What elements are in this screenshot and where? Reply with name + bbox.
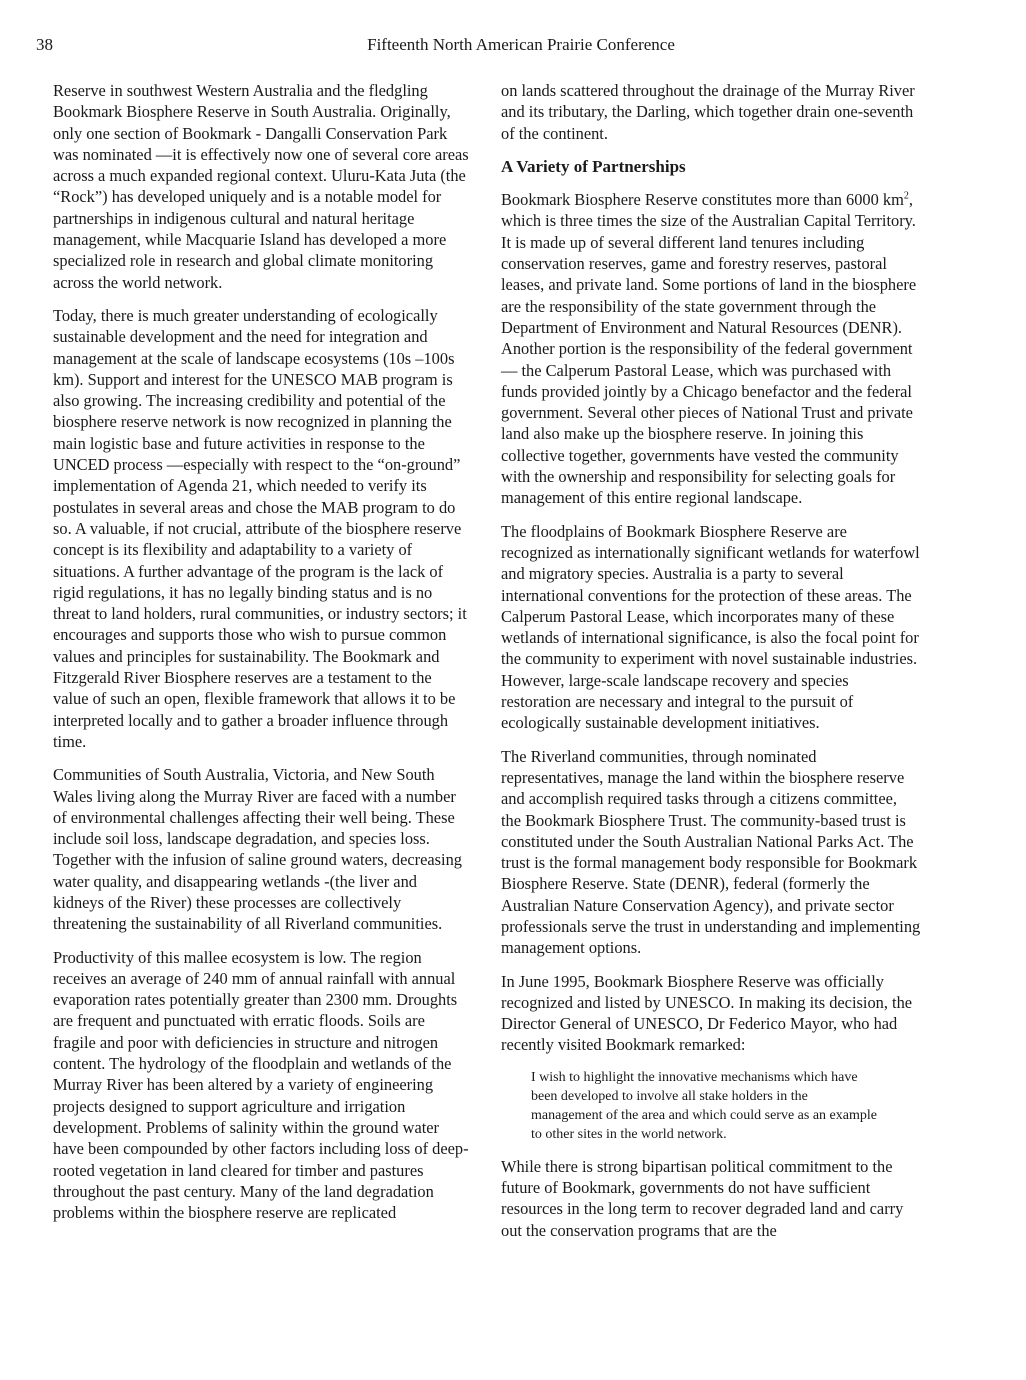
paragraph: While there is strong bipartisan political commitment to the future of Bookmark, governments do not have sufficient resources in the long term to recover degraded land and carry out the conservation programs that are the [501, 1156, 904, 1240]
paragraph: The Riverland communities, through nominated representatives, manage the land within the biosphere reserve and accomplish required tasks through a citizens committee, the Bookmark Biosphere Trust. The community-based trust is constituted under the South Australian National Parks Act. The trust is the formal management body responsible for Bookmark Biosphere Reserve. State (DENR), federal (formerly the Australian Nature Conservation Agency), and private sector professionals serve the trust in understanding and implementing management options. [501, 746, 921, 958]
paragraph [501, 189, 921, 508]
paragraph: Reserve in southwest Western Australia and the fledgling Bookmark Biosphere Reserve in South Australia. Originally, only one section of Bookmark - Dangalli Conservation Park was nominated —it is effectively now one of several core areas across a much expanded regional context. Uluru-Kata Juta (the “Rock”) has developed uniquely and is a notable model for partnerships in indigenous cultural and natural heritage management, while Macquarie Island has developed a more specialized role in research and global climate monitoring across the world network. [53, 81, 469, 292]
paragraph-text: Bookmark Biosphere Reserve constitutes more than 6000 km [501, 190, 904, 210]
paragraph: on lands scattered throughout the drainage of the Murray River and its tributary, the Darling, which together drain one-seventh of the continent. [501, 81, 915, 143]
paragraph-text: , which is three times the size of the Australian Capital Territory. It is made up of several different land tenures including conservation reserves, game and forestry reserves, pastoral leases, and private land. Some portions of land in the biosphere are the responsibility of the state government through the Department of Environment and Natural Resources (DENR). Another portion is the responsibility of the federal government — the Calperum Pastoral Lease, which was purchased with funds provided jointly by a Chicago benefactor and the federal government. Several other pieces of National Trust and private land also make up the biosphere reserve. In joining this collective together, governments have vested the community with the ownership and responsibility for selecting goals for management of this entire regional landscape. [501, 190, 917, 508]
paragraph: Today, there is much greater understanding of ecologically sustainable development and the need for integration and management at the scale of landscape ecosystems (10s –100s km). Support and interest for the UNESCO MAB program is also growing. The increasing credibility and potential of the biosphere reserve network is now recognized in planning the main logistic base and future activities in response to the UNCED process —especially with respect to the “on-ground” implementation of Agenda 21, which needed to verify its postulates in several areas and chose the MAB program to do so. A valuable, if not crucial, attribute of the biosphere reserve concept is its flexibility and adaptability to a variety of situations. A further advantage of the program is the lack of rigid regulations, it has no legally binding status and is no threat to land holders, rural communities, or industry sectors; it encourages and supports those who wish to pursue common values and principles for sustainability. The Bookmark and Fitzgerald River Biosphere reserves are a testament to the value of such an open, flexible framework that allows it to be interpreted locally and to gather a broader influence through time. [53, 305, 467, 751]
paragraph: Productivity of this mallee ecosystem is low. The region receives an average of 240 mm of annual rainfall with annual evaporation rates potentially greater than 2300 mm. Droughts are frequent and punctuated with erratic floods. Soils are fragile and poor with deficiencies in structure and nitrogen content. The hydrology of the floodplain and wetlands of the Murray River has been altered by a variety of engineering projects designed to support agriculture and irrigation development. Problems of salinity within the ground water have been compounded by other factors including loss of deep-rooted vegetation in land cleared for timber and pastures throughout the past century. Many of the land degradation problems within the biosphere reserve are replicated [53, 947, 469, 1223]
block-quote: I wish to highlight the innovative mechanisms which have been developed to involve all stake holders in the management of the area and which could serve as an example to other sites in the world network. [531, 1069, 877, 1142]
superscript: 2 [903, 190, 909, 202]
page-number: 38 [36, 35, 53, 54]
paragraph: Communities of South Australia, Victoria, and New South Wales living along the Murray River are faced with a number of environmental challenges affecting their well being. These include soil loss, landscape degradation, and species loss. Together with the infusion of saline ground waters, decreasing water quality, and disappearing wetlands -(the liver and kidneys of the River) these processes are collectively threatening the sustainability of all Riverland communities. [53, 765, 462, 934]
paragraph: In June 1995, Bookmark Biosphere Reserve was officially recognized and listed by UNESCO. In making its decision, the Director General of UNESCO, Dr Federico Mayor, who had recently visited Bookmark remarked: [501, 971, 913, 1055]
running-head [36, 34, 966, 58]
left-column [53, 80, 471, 1235]
section-heading: A Variety of Partnerships [501, 156, 686, 176]
paragraph: The floodplains of Bookmark Biosphere Reserve are recognized as internationally significant wetlands for waterfowl and migratory species. Australia is a party to several international conventions for the protection of these areas. The Calperum Pastoral Lease, which incorporates many of these wetlands of international significance, is also the focal point for the community to experiment with novel sustainable industries. However, large-scale landscape recovery and species restoration are necessary and integral to the pursuit of ecologically sustainable development initiatives. [501, 521, 920, 733]
right-column [501, 80, 921, 1253]
conference-title: Fifteenth North American Prairie Conference [367, 35, 675, 54]
